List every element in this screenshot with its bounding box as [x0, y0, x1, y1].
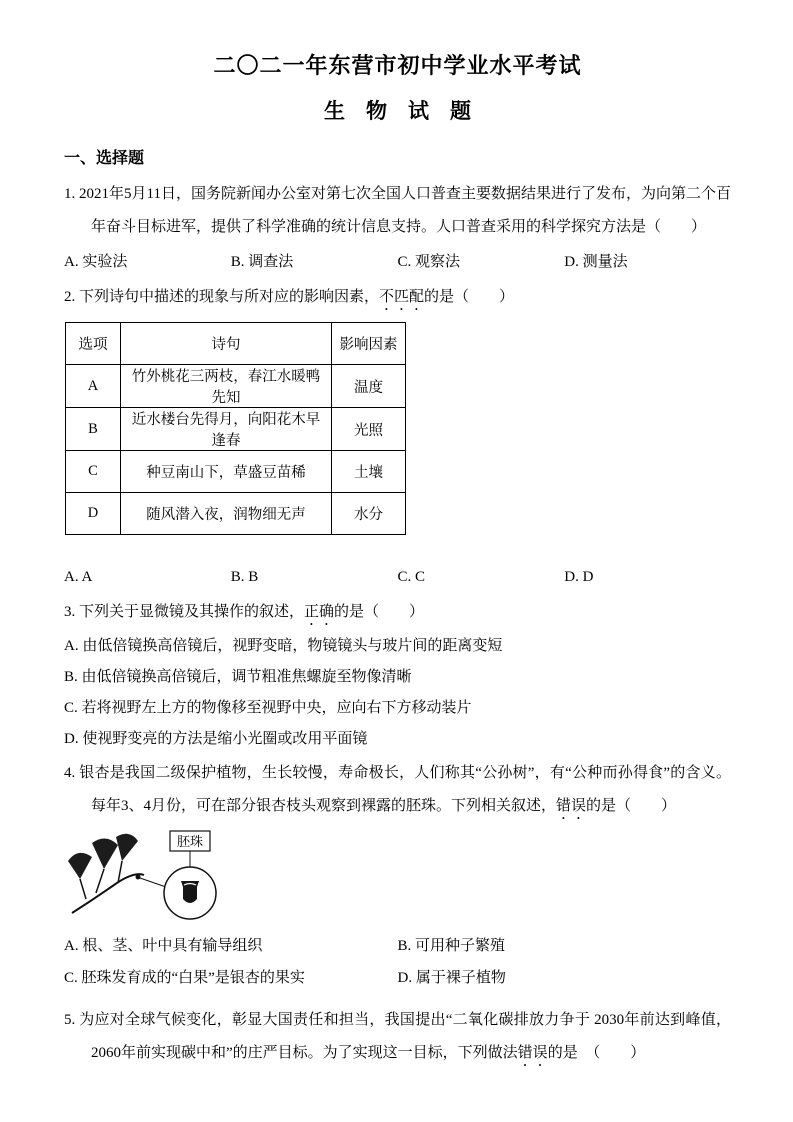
ginkgo-leaf-icon — [92, 838, 118, 869]
question-4-options-row-1 — [64, 931, 731, 962]
table-header-option: 选项 — [66, 323, 121, 365]
table-row — [66, 365, 406, 408]
question-3-option-a: A. 由低倍镜换高倍镜后，视野变暗，物镜镜头与玻片间的距离变短 — [64, 638, 503, 654]
section-heading-choice: 一、选择题 — [64, 150, 145, 167]
question-3-body-pre: 3. 下列关于显微镜及其操作的叙述， — [64, 604, 305, 620]
table-header-verse: 诗句 — [121, 323, 332, 365]
question-5-body-post: 的是 （ ） — [547, 1045, 646, 1061]
table-cell: C — [66, 451, 121, 493]
question-4-option-c: C. 胚珠发育成的“白果”是银杏的果实 — [64, 970, 305, 986]
question-3-emphasis: 正确 — [304, 604, 335, 620]
leaf-stem — [96, 869, 104, 893]
table-cell: 种豆南山下，草盛豆苗稀 — [121, 451, 332, 493]
table-row — [66, 493, 406, 535]
ovule-shape — [181, 881, 199, 903]
figure-label: 胚珠 — [176, 834, 204, 849]
question-4-option-d: D. 属于裸子植物 — [397, 970, 506, 986]
question-5-body-pre: 5. 为应对全球气候变化，彰显大国责任和担当，我国提出“二氧化碳排放力争于 2030年前达到峰值，2060年前实现碳中和”的庄严目标。为了实现这一目标，下列做法 — [64, 1012, 731, 1061]
magnify-line — [140, 878, 166, 887]
question-1-option-a: A. 实验法 — [64, 254, 128, 270]
question-4-text — [64, 757, 731, 823]
question-2-body-pre: 2. 下列诗句中描述的现象与所对应的影响因素， — [64, 289, 380, 305]
question-4-option-a: A. 根、茎、叶中具有输导组织 — [64, 938, 263, 954]
table-cell: D — [66, 493, 121, 535]
table-cell: A — [66, 365, 121, 408]
question-2-option-a: A. A — [64, 569, 93, 585]
table-row — [66, 408, 406, 451]
question-5-emphasis: 错误 — [517, 1045, 548, 1061]
ginkgo-leaf-icon — [68, 853, 92, 879]
branch-line — [72, 874, 144, 913]
question-3-text — [64, 596, 731, 629]
question-3-option-d: D. 使视野变亮的方法是缩小光圈或改用平面镜 — [64, 731, 368, 747]
table-cell: 土壤 — [332, 451, 406, 493]
question-1-option-d: D. 测量法 — [564, 254, 628, 270]
table-header-factor: 影响因素 — [332, 323, 406, 365]
question-3-option-b: B. 由低倍镜换高倍镜后，调节粗准焦螺旋至物像清晰 — [64, 669, 412, 685]
table-cell: 光照 — [332, 408, 406, 451]
question-1-text — [64, 178, 731, 244]
question-4-body-pre: 4. 银杏是我国二级保护植物，生长较慢，寿命极长，人们称其“公孙树”，有“公种而孙得食”的含义。每年3、4月份，可在部分银杏枝头观察到裸露的胚珠。下列相关叙述， — [64, 765, 731, 814]
ginkgo-figure — [66, 829, 731, 927]
table-row — [66, 451, 406, 493]
table-cell: 温度 — [332, 365, 406, 408]
question-3-options — [64, 631, 731, 755]
question-4-options-row-2 — [64, 963, 731, 994]
question-2-body-post: 的是（ ） — [424, 289, 515, 305]
page-title: 二〇二一年东营市初中学业水平考试 — [213, 53, 582, 78]
question-2-table — [65, 322, 406, 535]
question-2-option-b: B. B — [230, 569, 259, 585]
question-2-text — [64, 281, 731, 314]
question-4-emphasis: 错误 — [556, 798, 587, 814]
question-1-option-c: C. 观察法 — [397, 254, 461, 270]
table-cell: 水分 — [332, 493, 406, 535]
question-2-emphasis: 不匹配 — [379, 289, 425, 305]
question-1-options — [64, 246, 731, 279]
question-3-option-c: C. 若将视野左上方的物像移至视野中央，应向右下方移动装片 — [64, 700, 472, 716]
leaf-stem — [80, 879, 86, 899]
question-2-option-c: C. C — [397, 569, 426, 585]
ginkgo-figure-svg — [66, 829, 226, 927]
question-2-option-d: D. D — [564, 569, 594, 585]
question-4-option-b: B. 可用种子繁殖 — [397, 938, 506, 954]
ginkgo-leaf-icon — [116, 834, 138, 861]
question-4-body-post: 的是（ ） — [586, 798, 677, 814]
question-1-option-b: B. 调查法 — [230, 254, 294, 270]
question-3-body-post: 的是（ ） — [334, 604, 425, 620]
question-5-text — [64, 1004, 731, 1070]
question-1-body: 1. 2021年5月11日，国务院新闻办公室对第七次全国人口普查主要数据结果进行了发布，为向第二个百年奋斗目标进军，提供了科学准确的统计信息支持。人口普查采用的科学探究方法是（ ） — [64, 186, 731, 235]
table-cell: 随风潜入夜，润物细无声 — [121, 493, 332, 535]
table-cell: B — [66, 408, 121, 451]
page-subtitle: 生 物 试 题 — [324, 99, 471, 123]
table-header-row — [66, 323, 406, 365]
table-cell: 竹外桃花三两枝，春江水暖鸭先知 — [121, 365, 332, 408]
question-2-options — [64, 561, 731, 594]
ovule-bud-dot — [136, 875, 141, 880]
table-cell: 近水楼台先得月，向阳花木早逢春 — [121, 408, 332, 451]
